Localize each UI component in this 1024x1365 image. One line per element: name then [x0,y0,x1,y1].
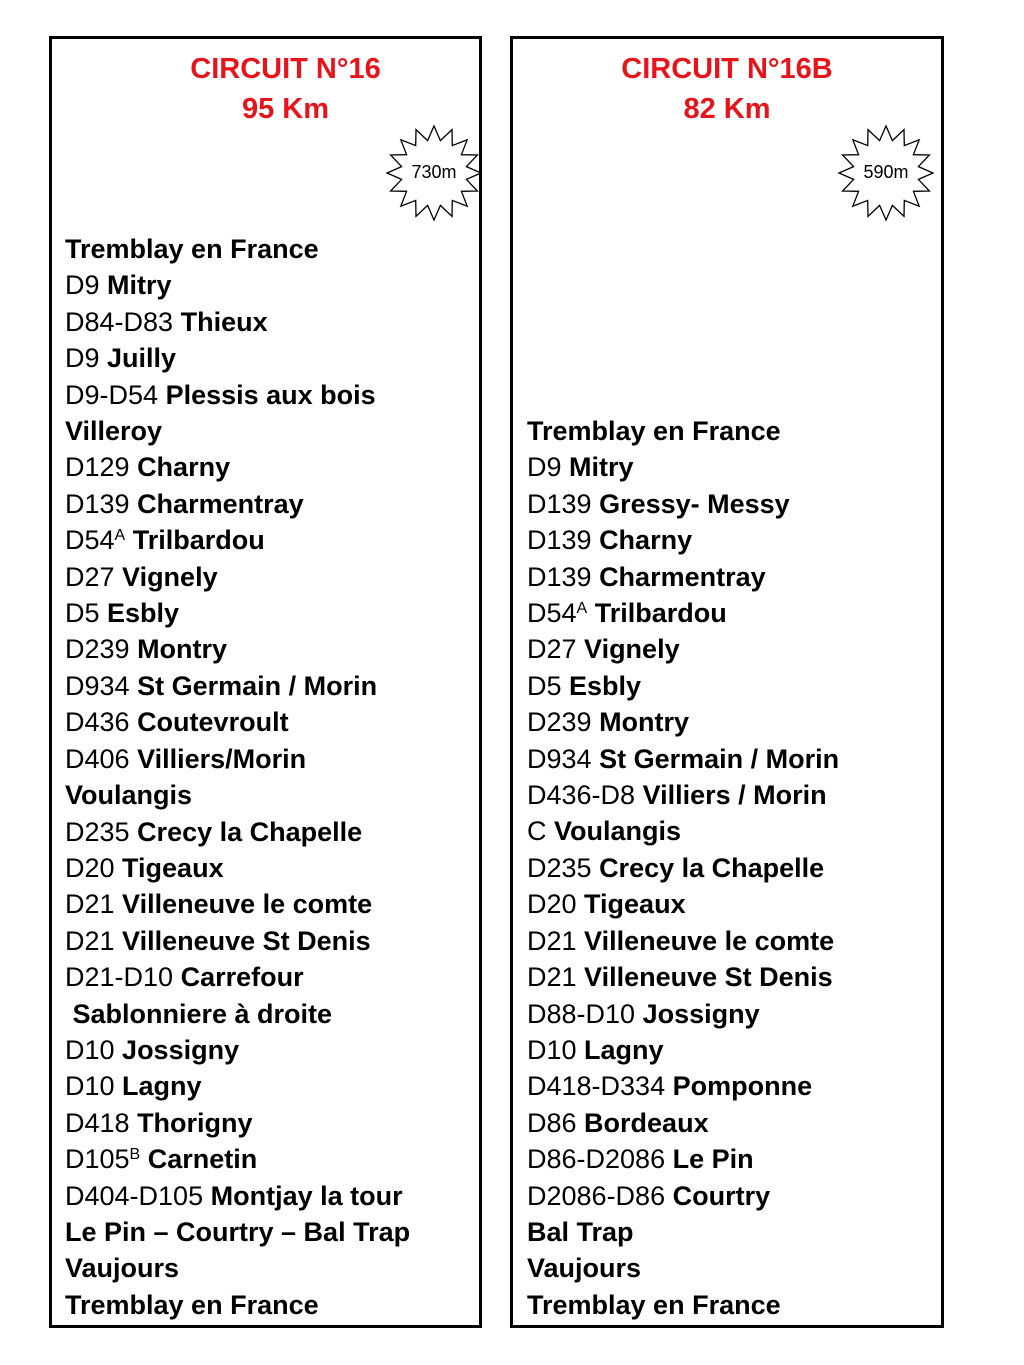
town-name: Tigeaux [584,889,686,920]
road-number: D139 [527,488,592,519]
route-step [65,923,410,959]
town-name: Pomponne [672,1071,813,1102]
route-step [527,1214,839,1250]
town-name: Jossigny [642,998,760,1029]
road-number: D86-D2086 [527,1144,666,1175]
circuit-distance: 82 Km [683,93,771,125]
town-name: Tremblay en France [65,234,319,264]
town-name: Esbly [569,670,642,701]
road-number: D9-D54 [65,379,159,410]
route-step [65,886,410,922]
road-number: D27 [65,561,115,592]
route-step [527,923,839,959]
town-name: Trilbardou [132,525,265,556]
road-number: D139 [527,561,592,592]
road-number: D10 [65,1071,115,1102]
route-step [527,1250,839,1286]
road-suffix: B [129,1146,141,1164]
town-name: St Germain / Morin [599,743,840,774]
circuit-16b-panel [510,36,944,1328]
town-name: Crecy la Chapelle [137,816,363,847]
road-number: D20 [527,889,577,920]
town-name: Tremblay en France [527,416,781,446]
town-name: Charmentray [137,488,304,519]
road-number: D436-D8 [527,780,636,811]
road-number: D9 [65,343,100,374]
route-step [527,668,839,704]
town-name: Villeneuve St Denis [584,962,833,993]
route-step [65,1214,410,1250]
town-name: Carrefour [180,962,304,993]
route-step [65,631,410,667]
town-name: Villiers/Morin [137,743,307,774]
route-step [527,777,839,813]
road-number: D934 [527,743,592,774]
route-step [65,704,410,740]
route-step [527,631,839,667]
route-step [527,1105,839,1141]
route-step [527,813,839,849]
route-step [65,304,410,340]
road-number: D88-D10 [527,998,636,1029]
town-name: Mitry [107,270,172,301]
route-list [65,231,410,1323]
elevation-label: 590m [863,162,909,182]
route-step [65,1032,410,1068]
road-number: D418 [65,1107,130,1138]
route-step [65,377,410,413]
elevation-starburst-icon [836,123,936,223]
road-suffix: A [576,600,588,618]
route-step [527,413,839,449]
route-step [527,1032,839,1068]
road-number: D436 [65,707,130,738]
route-step [527,704,839,740]
road-number: D2086-D86 [527,1180,666,1211]
town-name: Trilbardou [594,598,727,629]
road-number: D10 [65,1034,115,1065]
town-name: Vignely [122,561,218,592]
town-name: Esbly [107,598,180,629]
route-step [65,522,410,558]
route-step [527,959,839,995]
town-name: Courtry [672,1180,771,1211]
route-step [527,559,839,595]
circuit-title [52,49,479,129]
town-name: Thieux [180,306,268,337]
town-name: Montry [137,634,228,665]
route-step [65,1250,410,1286]
road-number: D105 [65,1144,130,1175]
town-name: Mitry [569,452,634,483]
route-step [527,996,839,1032]
route-step [65,595,410,631]
road-number: D235 [527,852,592,883]
town-name: Voulangis [65,780,193,811]
route-step [65,1287,410,1323]
road-number: D21 [527,925,577,956]
circuit-distance: 95 Km [241,93,330,125]
town-name: Crecy la Chapelle [599,852,825,883]
road-number: D5 [65,598,100,629]
route-step [65,1141,410,1177]
town-name: Charny [599,525,693,556]
road-number: D404-D105 [65,1180,204,1211]
route-step [65,267,410,303]
route-step [527,850,839,886]
route-step [65,1105,410,1141]
route-step [65,959,410,995]
road-number: D406 [65,743,130,774]
town-name: Le Pin – Courtry – Bal Trap [65,1216,411,1247]
circuit-name: CIRCUIT N°16B [621,53,833,85]
town-name: Villeneuve St Denis [122,925,371,956]
route-step [65,1178,410,1214]
circuit-title [513,49,941,129]
road-number: D21 [65,889,115,920]
route-step [65,231,410,267]
road-number: D9 [65,270,100,301]
road-number: D21-D10 [65,962,174,993]
route-step [527,522,839,558]
town-name: Jossigny [122,1034,240,1065]
town-name: Vaujours [65,1253,180,1284]
route-step [65,668,410,704]
road-number: D239 [527,707,592,738]
town-name: Gressy- Messy [599,488,790,519]
town-name: Thorigny [137,1107,253,1138]
route-step [527,449,839,485]
route-list [527,413,839,1323]
route-step [65,486,410,522]
route-step [527,886,839,922]
town-name: Villiers / Morin [642,780,827,811]
route-step [65,559,410,595]
road-number: D84-D83 [65,306,174,337]
route-step [65,449,410,485]
town-name: Villeneuve le comte [584,925,835,956]
route-step [65,413,410,449]
town-name: Villeneuve le comte [122,889,373,920]
road-number: D21 [527,962,577,993]
town-name: Juilly [107,343,177,374]
town-name: Tremblay en France [65,1289,319,1320]
circuit-name: CIRCUIT N°16 [190,53,381,85]
town-name: Bordeaux [584,1107,709,1138]
town-name: Lagny [584,1034,664,1065]
circuit-16-panel [49,36,482,1328]
town-name: Sablonniere à droite [65,998,333,1029]
route-step [527,595,839,631]
town-name: Villeroy [65,416,163,447]
route-step [65,996,410,1032]
town-name: Charmentray [599,561,766,592]
road-number: D86 [527,1107,577,1138]
town-name: Vaujours [527,1253,642,1284]
road-number: D129 [65,452,130,483]
town-name: Tremblay en France [527,1289,781,1320]
route-step [527,486,839,522]
town-name: Tigeaux [122,852,224,883]
town-name: Vignely [584,634,680,665]
town-name: Le Pin [672,1144,754,1175]
route-step [65,340,410,376]
road-number: D139 [65,488,130,519]
route-step [65,814,410,850]
route-step [527,1287,839,1323]
route-step [65,741,410,777]
route-step [527,741,839,777]
road-number: D21 [65,925,115,956]
road-number: D239 [65,634,130,665]
road-number: D27 [527,634,577,665]
route-step [65,850,410,886]
road-number: D418-D334 [527,1071,666,1102]
town-name: Montjay la tour [210,1180,403,1211]
road-number: D54 [65,525,115,556]
road-number: D9 [527,452,562,483]
town-name: Voulangis [554,816,682,847]
road-number: D235 [65,816,130,847]
town-name: Montry [599,707,690,738]
town-name: Carnetin [147,1144,258,1175]
route-step [65,777,410,813]
town-name: Charny [137,452,231,483]
road-suffix: A [114,527,126,545]
town-name: St Germain / Morin [137,670,378,701]
road-number: D139 [527,525,592,556]
road-number: C [527,816,547,847]
road-number: D934 [65,670,130,701]
elevation-label: 730m [411,162,457,182]
town-name: Bal Trap [527,1216,634,1247]
road-number: D10 [527,1034,577,1065]
road-number: D54 [527,598,577,629]
route-step [527,1178,839,1214]
route-step [527,1141,839,1177]
town-name: Coutevroult [137,707,289,738]
elevation-starburst-icon [384,123,484,223]
road-number: D20 [65,852,115,883]
route-step [527,1068,839,1104]
town-name: Lagny [122,1071,202,1102]
route-step [65,1068,410,1104]
road-number: D5 [527,670,562,701]
town-name: Plessis aux bois [165,379,376,410]
